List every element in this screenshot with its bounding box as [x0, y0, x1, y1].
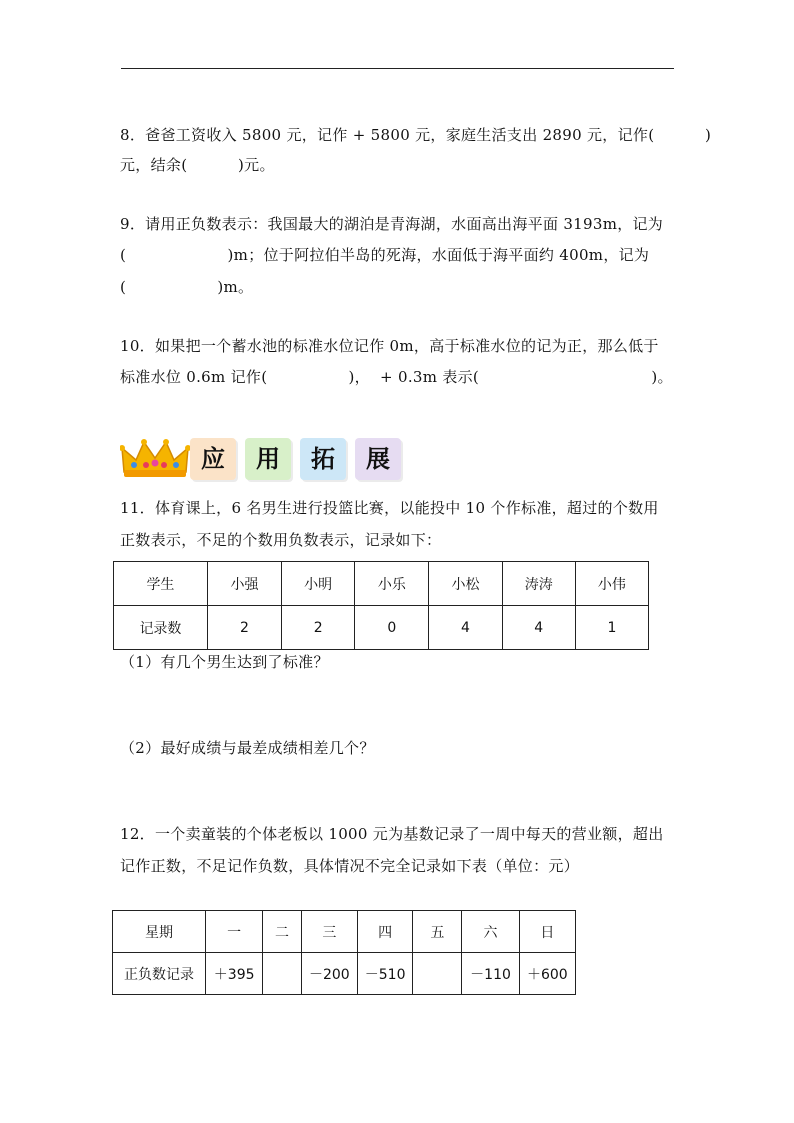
q12-data-cell: －510 [357, 953, 412, 995]
q12-header-cell: 三 [301, 911, 357, 953]
q12-data-cell: －110 [462, 953, 519, 995]
q11-line-2: 正数表示，不足的个数用负数表示，记录如下： [120, 531, 442, 549]
q9-line-2: ( )m；位于阿拉伯半岛的死海，水面低于海平面约 400m，记为 [120, 246, 650, 264]
q11-table-header-row [114, 562, 649, 606]
q11-header-cell: 小松 [429, 562, 502, 606]
q11-data-cell: 0 [355, 606, 429, 650]
q11-data-cell: 记录数 [114, 606, 208, 650]
q12-data-cell: ＋600 [519, 953, 575, 995]
q12-header-cell: 四 [357, 911, 412, 953]
q11-header-cell: 小乐 [355, 562, 429, 606]
q11-header-cell: 学生 [114, 562, 208, 606]
q10-line-2: 标准水位 0.6m 记作( )， + 0.3m 表示( )。 [120, 368, 673, 386]
q12-line-2: 记作正数，不足记作负数，具体情况不完全记录如下表（单位：元） [120, 857, 580, 875]
q12-data-cell: 正负数记录 [113, 953, 206, 995]
q12-data-cell: ＋395 [206, 953, 263, 995]
q12-table [112, 910, 576, 995]
banner-tile-4: 展 [355, 438, 401, 480]
q12-header-cell: 一 [206, 911, 263, 953]
banner-tile-1: 应 [190, 438, 236, 480]
q9-line-3: ( )m。 [120, 278, 254, 296]
header-rule [121, 68, 674, 69]
q11-sub-question-1: （1）有几个男生达到了标准？ [120, 653, 329, 671]
q12-data-cell [413, 953, 462, 995]
q12-header-cell: 五 [413, 911, 462, 953]
q11-data-cell: 2 [282, 606, 355, 650]
q9-line-1: 9．请用正负数表示：我国最大的湖泊是青海湖，水面高出海平面 3193m，记为 [120, 215, 664, 233]
q11-header-cell: 小伟 [575, 562, 648, 606]
q11-line-1: 11．体育课上，6 名男生进行投篮比赛，以能投中 10 个作标准，超过的个数用 [120, 499, 659, 517]
q8-line-2: 元，结余( )元。 [120, 156, 275, 174]
q11-data-cell: 4 [429, 606, 502, 650]
q12-header-cell: 日 [519, 911, 575, 953]
q11-data-cell: 1 [575, 606, 648, 650]
q11-header-cell: 小强 [207, 562, 281, 606]
banner-tile-3: 拓 [300, 438, 346, 480]
q12-header-cell: 六 [462, 911, 519, 953]
section-banner [120, 432, 420, 482]
q11-table-data-row [114, 606, 649, 650]
q12-data-cell [263, 953, 301, 995]
q11-data-cell: 4 [502, 606, 575, 650]
q12-data-cell: －200 [301, 953, 357, 995]
banner-tile-2: 用 [245, 438, 291, 480]
q12-header-cell: 星期 [113, 911, 206, 953]
q11-table [113, 561, 649, 650]
q12-line-1: 12．一个卖童装的个体老板以 1000 元为基数记录了一周中每天的营业额，超出 [120, 825, 664, 843]
q11-data-cell: 2 [207, 606, 281, 650]
q11-header-cell: 小明 [282, 562, 355, 606]
q10-line-1: 10．如果把一个蓄水池的标准水位记作 0m，高于标准水位的记为正，那么低于 [120, 337, 659, 355]
q12-table-header-row [113, 911, 576, 953]
q12-header-cell: 二 [263, 911, 301, 953]
crown-icon [120, 438, 190, 478]
q12-table-data-row [113, 953, 576, 995]
q11-sub-question-2: （2）最好成绩与最差成绩相差几个？ [120, 739, 375, 757]
q8-line-1: 8．爸爸工资收入 5800 元，记作 + 5800 元，家庭生活支出 2890 元，记作( ) [120, 126, 712, 144]
q11-header-cell: 涛涛 [502, 562, 575, 606]
